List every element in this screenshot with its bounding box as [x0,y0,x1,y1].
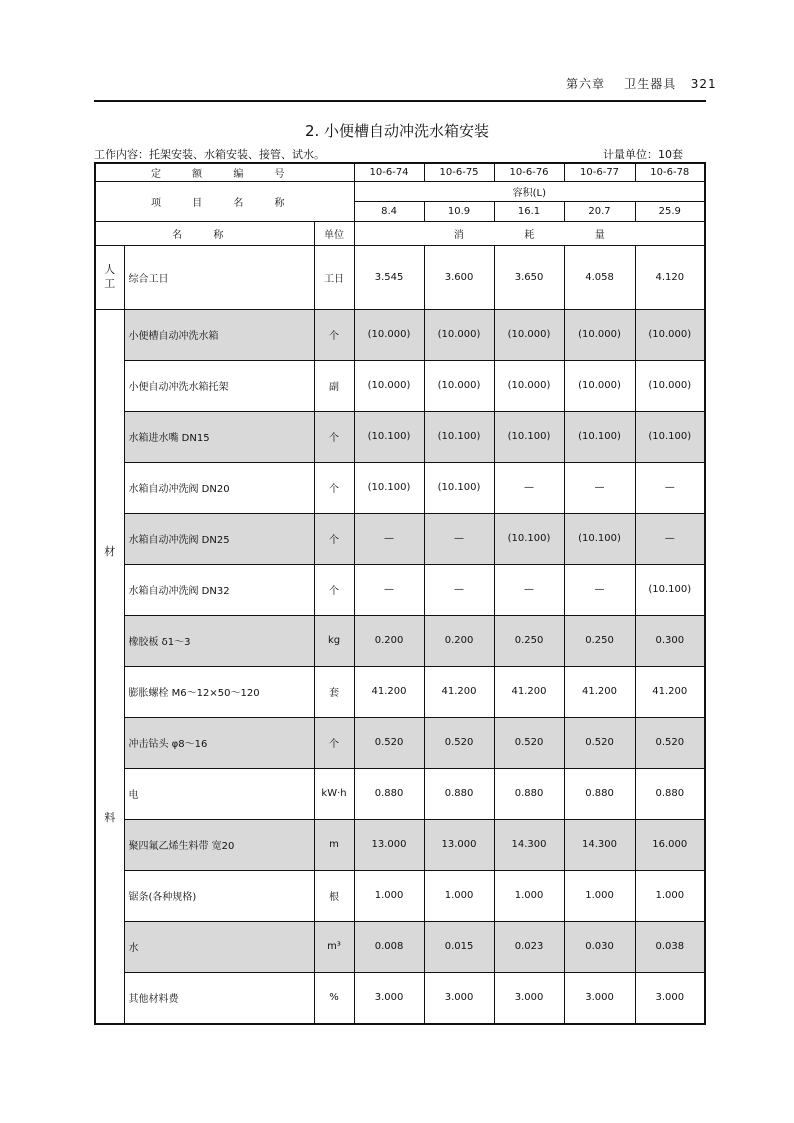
material-name: 水箱自动冲洗阀 DN25 [124,513,314,564]
value-cell: 1.000 [494,870,564,921]
material-row [95,462,705,513]
material-row [95,819,705,870]
value-cell: (10.000) [635,309,705,360]
value-cell: (10.000) [424,309,494,360]
value-cell: 0.015 [424,921,494,972]
value-cell: 0.880 [424,768,494,819]
value-cell: (10.100) [354,462,424,513]
material-unit: 套 [314,666,354,717]
value-cell: — [635,462,705,513]
material-name: 小便自动冲洗水箱托架 [124,360,314,411]
material-row [95,513,705,564]
material-name: 冲击钻头 φ8～16 [124,717,314,768]
value-cell: 41.200 [494,666,564,717]
page-title: 2. 小便槽自动冲洗水箱安装 [304,122,490,140]
value-cell: 14.300 [564,819,635,870]
material-name: 橡胶板 δ1～3 [124,615,314,666]
value-cell: 3.600 [424,245,494,309]
value-cell: — [564,462,635,513]
material-row [95,411,705,462]
material-unit: kW·h [314,768,354,819]
value-cell: (10.000) [494,360,564,411]
material-unit: % [314,972,354,1024]
page-number: 321 [690,77,717,91]
capacity-cell: 10.9 [424,201,494,221]
value-cell: 0.023 [494,921,564,972]
work-content: 工作内容：托架安装、水箱安装、接管、试水。 [94,148,325,161]
material-name: 水箱自动冲洗阀 DN32 [124,564,314,615]
material-row [95,717,705,768]
value-cell: (10.100) [635,411,705,462]
value-cell: 0.880 [564,768,635,819]
value-cell: — [494,564,564,615]
material-name: 水箱进水嘴 DN15 [124,411,314,462]
value-cell: — [494,462,564,513]
value-cell: 0.200 [354,615,424,666]
code-cell: 10-6-75 [424,163,494,181]
value-cell: — [424,564,494,615]
labor-category: 人 工 [95,245,124,309]
value-cell: 0.520 [424,717,494,768]
column-header-row [95,221,705,245]
value-cell: 0.520 [494,717,564,768]
material-unit: 个 [314,717,354,768]
capacity-cell: 8.4 [354,201,424,221]
material-name: 膨胀螺栓 M6～12×50～120 [124,666,314,717]
value-cell: 4.058 [564,245,635,309]
value-cell: 41.200 [564,666,635,717]
value-cell: — [354,564,424,615]
material-row [95,921,705,972]
material-row [95,870,705,921]
code-cell: 10-6-77 [564,163,635,181]
name-column-label: 名 称 [95,221,314,245]
value-cell: 3.000 [635,972,705,1024]
value-cell: (10.100) [494,513,564,564]
quota-code-row [95,163,705,181]
material-name: 电 [124,768,314,819]
value-cell: 4.120 [635,245,705,309]
value-cell: 0.520 [564,717,635,768]
material-row [95,768,705,819]
material-category-char: 料 [104,810,116,824]
value-cell: 3.000 [424,972,494,1024]
material-row [95,309,705,360]
value-cell: 0.520 [354,717,424,768]
material-name: 其他材料费 [124,972,314,1024]
material-unit: 副 [314,360,354,411]
material-unit: 个 [314,411,354,462]
value-cell: — [635,513,705,564]
page-header [566,75,717,92]
value-cell: 0.038 [635,921,705,972]
material-unit: 个 [314,513,354,564]
material-unit: kg [314,615,354,666]
value-cell: 1.000 [564,870,635,921]
code-cell: 10-6-78 [635,163,705,181]
value-cell: 0.520 [635,717,705,768]
value-cell: (10.000) [635,360,705,411]
value-cell: 41.200 [635,666,705,717]
value-cell: (10.000) [564,360,635,411]
material-row [95,564,705,615]
item-name-label: 项 目 名 称 [95,181,354,221]
value-cell: (10.000) [494,309,564,360]
capacity-label-row [95,181,705,201]
value-cell: 3.545 [354,245,424,309]
material-row [95,972,705,1024]
value-cell: 0.880 [494,768,564,819]
capacity-label: 容积(L) [354,181,705,201]
chapter-label: 第六章 [566,77,606,91]
capacity-cell: 16.1 [494,201,564,221]
value-cell: (10.000) [424,360,494,411]
value-cell: 1.000 [635,870,705,921]
material-row [95,360,705,411]
value-cell: 0.250 [564,615,635,666]
value-cell: (10.000) [354,309,424,360]
labor-row [95,245,705,309]
value-cell: (10.100) [564,411,635,462]
value-cell: (10.100) [424,411,494,462]
value-cell: 3.650 [494,245,564,309]
material-name: 小便槽自动冲洗水箱 [124,309,314,360]
quota-table [94,162,706,1025]
value-cell: 3.000 [564,972,635,1024]
labor-unit: 工日 [314,245,354,309]
material-unit: 根 [314,870,354,921]
value-cell: 1.000 [424,870,494,921]
value-cell: 13.000 [424,819,494,870]
value-cell: 0.008 [354,921,424,972]
value-cell: 16.000 [635,819,705,870]
code-cell: 10-6-76 [494,163,564,181]
header-rule [94,100,706,102]
value-cell: 0.200 [424,615,494,666]
value-cell: 0.250 [494,615,564,666]
value-cell: 0.300 [635,615,705,666]
quota-code-label: 定 额 编 号 [95,163,354,181]
value-cell: (10.100) [564,513,635,564]
material-unit: m³ [314,921,354,972]
material-unit: 个 [314,309,354,360]
unit-column-label: 单位 [314,221,354,245]
material-name: 聚四氟乙烯生料带 宽20 [124,819,314,870]
material-category [95,309,124,1024]
value-cell: 0.030 [564,921,635,972]
material-unit: 个 [314,462,354,513]
value-cell: (10.100) [424,462,494,513]
material-name: 水箱自动冲洗阀 DN20 [124,462,314,513]
value-cell: (10.000) [564,309,635,360]
value-cell: 0.880 [354,768,424,819]
value-cell: 13.000 [354,819,424,870]
value-cell: 1.000 [354,870,424,921]
material-name: 水 [124,921,314,972]
value-cell: (10.100) [354,411,424,462]
value-cell: 14.300 [494,819,564,870]
value-cell: (10.000) [354,360,424,411]
material-unit: 个 [314,564,354,615]
capacity-cell: 20.7 [564,201,635,221]
section-label: 卫生器具 [624,77,677,91]
consumption-label: 消 耗 量 [354,221,705,245]
material-category-char: 材 [104,544,116,558]
measure-unit: 计量单位：10套 [603,148,683,161]
value-cell: 41.200 [424,666,494,717]
material-unit: m [314,819,354,870]
value-cell: — [424,513,494,564]
value-cell: 0.880 [635,768,705,819]
material-name: 锯条(各种规格) [124,870,314,921]
material-row [95,666,705,717]
value-cell: — [564,564,635,615]
code-cell: 10-6-74 [354,163,424,181]
material-row [95,615,705,666]
value-cell: 41.200 [354,666,424,717]
value-cell: (10.100) [635,564,705,615]
value-cell: (10.100) [494,411,564,462]
value-cell: 3.000 [494,972,564,1024]
labor-name: 综合工日 [124,245,314,309]
value-cell: 3.000 [354,972,424,1024]
capacity-cell: 25.9 [635,201,705,221]
value-cell: — [354,513,424,564]
